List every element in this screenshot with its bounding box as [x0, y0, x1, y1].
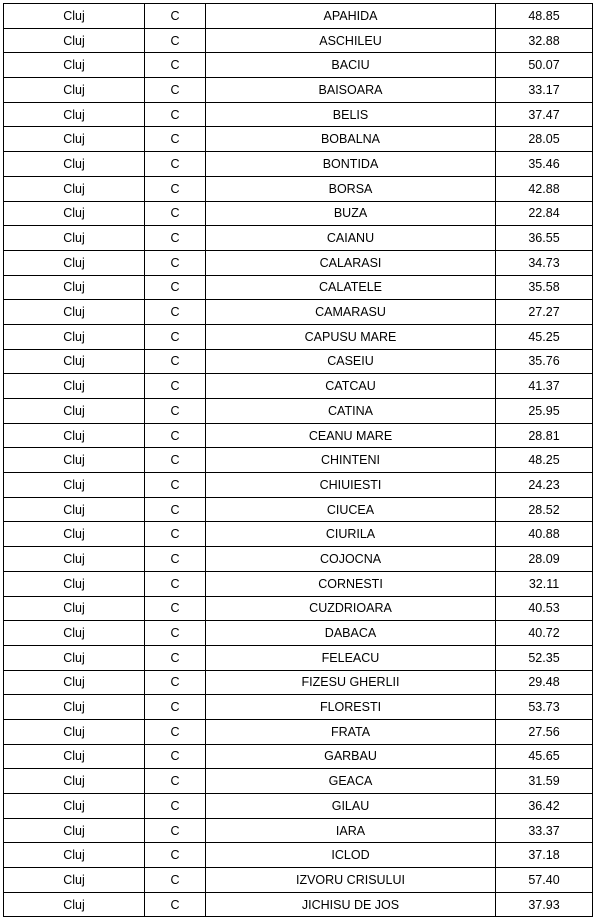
type-cell: C	[145, 28, 206, 53]
county-cell: Cluj	[4, 374, 145, 399]
county-cell: Cluj	[4, 349, 145, 374]
type-cell: C	[145, 250, 206, 275]
locality-cell: BORSA	[206, 176, 496, 201]
type-cell: C	[145, 621, 206, 646]
county-cell: Cluj	[4, 127, 145, 152]
county-cell: Cluj	[4, 324, 145, 349]
county-cell: Cluj	[4, 522, 145, 547]
table-row	[4, 769, 593, 794]
table-row	[4, 4, 593, 29]
table-row	[4, 522, 593, 547]
locality-cell: BACIU	[206, 53, 496, 78]
locality-cell: APAHIDA	[206, 4, 496, 29]
locality-cell: COJOCNA	[206, 547, 496, 572]
table-row	[4, 448, 593, 473]
type-cell: C	[145, 275, 206, 300]
table-row	[4, 818, 593, 843]
locality-cell: CATINA	[206, 399, 496, 424]
locality-cell: GEACA	[206, 769, 496, 794]
locality-cell: ASCHILEU	[206, 28, 496, 53]
type-cell: C	[145, 102, 206, 127]
table-row	[4, 645, 593, 670]
table-row	[4, 250, 593, 275]
value-cell: 29.48	[496, 670, 593, 695]
table-row	[4, 892, 593, 917]
value-cell: 41.37	[496, 374, 593, 399]
locality-cell: CAPUSU MARE	[206, 324, 496, 349]
type-cell: C	[145, 226, 206, 251]
value-cell: 48.25	[496, 448, 593, 473]
locality-cell: CASEIU	[206, 349, 496, 374]
locality-cell: IZVORU CRISULUI	[206, 868, 496, 893]
table-row	[4, 497, 593, 522]
value-cell: 50.07	[496, 53, 593, 78]
table-row	[4, 794, 593, 819]
locality-cell: CORNESTI	[206, 571, 496, 596]
table-row	[4, 423, 593, 448]
value-cell: 35.58	[496, 275, 593, 300]
type-cell: C	[145, 670, 206, 695]
type-cell: C	[145, 448, 206, 473]
county-cell: Cluj	[4, 152, 145, 177]
table-row	[4, 275, 593, 300]
locality-cell: CATCAU	[206, 374, 496, 399]
value-cell: 25.95	[496, 399, 593, 424]
county-cell: Cluj	[4, 892, 145, 917]
county-cell: Cluj	[4, 250, 145, 275]
table-row	[4, 621, 593, 646]
value-cell: 36.42	[496, 794, 593, 819]
value-cell: 33.37	[496, 818, 593, 843]
value-cell: 22.84	[496, 201, 593, 226]
type-cell: C	[145, 868, 206, 893]
table-row	[4, 102, 593, 127]
locality-cell: CIUCEA	[206, 497, 496, 522]
locality-cell: CHIUIESTI	[206, 473, 496, 498]
value-cell: 32.88	[496, 28, 593, 53]
county-cell: Cluj	[4, 4, 145, 29]
county-cell: Cluj	[4, 843, 145, 868]
table-row	[4, 201, 593, 226]
value-cell: 40.72	[496, 621, 593, 646]
table-row	[4, 53, 593, 78]
table-row	[4, 695, 593, 720]
county-cell: Cluj	[4, 423, 145, 448]
type-cell: C	[145, 794, 206, 819]
county-cell: Cluj	[4, 547, 145, 572]
table-row	[4, 399, 593, 424]
table-row	[4, 843, 593, 868]
locality-cell: CAIANU	[206, 226, 496, 251]
type-cell: C	[145, 127, 206, 152]
locality-cell: BELIS	[206, 102, 496, 127]
county-cell: Cluj	[4, 769, 145, 794]
value-cell: 45.65	[496, 744, 593, 769]
value-cell: 27.27	[496, 300, 593, 325]
value-cell: 57.40	[496, 868, 593, 893]
table-row	[4, 127, 593, 152]
type-cell: C	[145, 497, 206, 522]
table-row	[4, 28, 593, 53]
locality-cell: CIURILA	[206, 522, 496, 547]
county-cell: Cluj	[4, 645, 145, 670]
table-row	[4, 324, 593, 349]
county-cell: Cluj	[4, 744, 145, 769]
type-cell: C	[145, 818, 206, 843]
locality-cell: BOBALNA	[206, 127, 496, 152]
county-cell: Cluj	[4, 670, 145, 695]
type-cell: C	[145, 399, 206, 424]
value-cell: 37.18	[496, 843, 593, 868]
value-cell: 27.56	[496, 719, 593, 744]
table-row	[4, 176, 593, 201]
localities-table	[3, 3, 593, 917]
county-cell: Cluj	[4, 448, 145, 473]
value-cell: 36.55	[496, 226, 593, 251]
table-row	[4, 547, 593, 572]
county-cell: Cluj	[4, 102, 145, 127]
locality-cell: FELEACU	[206, 645, 496, 670]
county-cell: Cluj	[4, 794, 145, 819]
locality-cell: ICLOD	[206, 843, 496, 868]
table-row	[4, 473, 593, 498]
value-cell: 24.23	[496, 473, 593, 498]
value-cell: 28.05	[496, 127, 593, 152]
locality-cell: FIZESU GHERLII	[206, 670, 496, 695]
table-row	[4, 374, 593, 399]
type-cell: C	[145, 4, 206, 29]
county-cell: Cluj	[4, 28, 145, 53]
type-cell: C	[145, 78, 206, 103]
county-cell: Cluj	[4, 719, 145, 744]
type-cell: C	[145, 374, 206, 399]
locality-cell: JICHISU DE JOS	[206, 892, 496, 917]
locality-cell: BONTIDA	[206, 152, 496, 177]
locality-cell: FLORESTI	[206, 695, 496, 720]
county-cell: Cluj	[4, 695, 145, 720]
type-cell: C	[145, 152, 206, 177]
table-row	[4, 226, 593, 251]
table-row	[4, 300, 593, 325]
locality-cell: CEANU MARE	[206, 423, 496, 448]
type-cell: C	[145, 349, 206, 374]
table-row	[4, 571, 593, 596]
county-cell: Cluj	[4, 818, 145, 843]
locality-cell: FRATA	[206, 719, 496, 744]
value-cell: 42.88	[496, 176, 593, 201]
county-cell: Cluj	[4, 473, 145, 498]
county-cell: Cluj	[4, 596, 145, 621]
locality-cell: CHINTENI	[206, 448, 496, 473]
county-cell: Cluj	[4, 868, 145, 893]
locality-cell: DABACA	[206, 621, 496, 646]
table-row	[4, 744, 593, 769]
locality-cell: CUZDRIOARA	[206, 596, 496, 621]
locality-cell: CAMARASU	[206, 300, 496, 325]
table-row	[4, 719, 593, 744]
county-cell: Cluj	[4, 399, 145, 424]
county-cell: Cluj	[4, 201, 145, 226]
type-cell: C	[145, 522, 206, 547]
type-cell: C	[145, 324, 206, 349]
type-cell: C	[145, 769, 206, 794]
value-cell: 52.35	[496, 645, 593, 670]
table-row	[4, 670, 593, 695]
value-cell: 37.93	[496, 892, 593, 917]
county-cell: Cluj	[4, 78, 145, 103]
value-cell: 35.46	[496, 152, 593, 177]
locality-cell: GILAU	[206, 794, 496, 819]
value-cell: 28.52	[496, 497, 593, 522]
locality-cell: CALATELE	[206, 275, 496, 300]
county-cell: Cluj	[4, 226, 145, 251]
table-body	[4, 4, 593, 917]
type-cell: C	[145, 695, 206, 720]
county-cell: Cluj	[4, 300, 145, 325]
value-cell: 31.59	[496, 769, 593, 794]
table-row	[4, 152, 593, 177]
county-cell: Cluj	[4, 53, 145, 78]
value-cell: 28.81	[496, 423, 593, 448]
table-row	[4, 78, 593, 103]
value-cell: 34.73	[496, 250, 593, 275]
type-cell: C	[145, 571, 206, 596]
locality-cell: CALARASI	[206, 250, 496, 275]
type-cell: C	[145, 719, 206, 744]
value-cell: 48.85	[496, 4, 593, 29]
locality-cell: IARA	[206, 818, 496, 843]
type-cell: C	[145, 744, 206, 769]
type-cell: C	[145, 892, 206, 917]
value-cell: 40.53	[496, 596, 593, 621]
type-cell: C	[145, 300, 206, 325]
county-cell: Cluj	[4, 275, 145, 300]
value-cell: 53.73	[496, 695, 593, 720]
type-cell: C	[145, 53, 206, 78]
county-cell: Cluj	[4, 621, 145, 646]
type-cell: C	[145, 596, 206, 621]
value-cell: 37.47	[496, 102, 593, 127]
table-row	[4, 596, 593, 621]
locality-cell: BAISOARA	[206, 78, 496, 103]
county-cell: Cluj	[4, 176, 145, 201]
value-cell: 28.09	[496, 547, 593, 572]
type-cell: C	[145, 176, 206, 201]
value-cell: 40.88	[496, 522, 593, 547]
type-cell: C	[145, 473, 206, 498]
value-cell: 32.11	[496, 571, 593, 596]
value-cell: 45.25	[496, 324, 593, 349]
locality-cell: BUZA	[206, 201, 496, 226]
county-cell: Cluj	[4, 571, 145, 596]
type-cell: C	[145, 423, 206, 448]
county-cell: Cluj	[4, 497, 145, 522]
type-cell: C	[145, 843, 206, 868]
value-cell: 35.76	[496, 349, 593, 374]
table-row	[4, 349, 593, 374]
type-cell: C	[145, 547, 206, 572]
type-cell: C	[145, 645, 206, 670]
locality-cell: GARBAU	[206, 744, 496, 769]
type-cell: C	[145, 201, 206, 226]
table-row	[4, 868, 593, 893]
value-cell: 33.17	[496, 78, 593, 103]
